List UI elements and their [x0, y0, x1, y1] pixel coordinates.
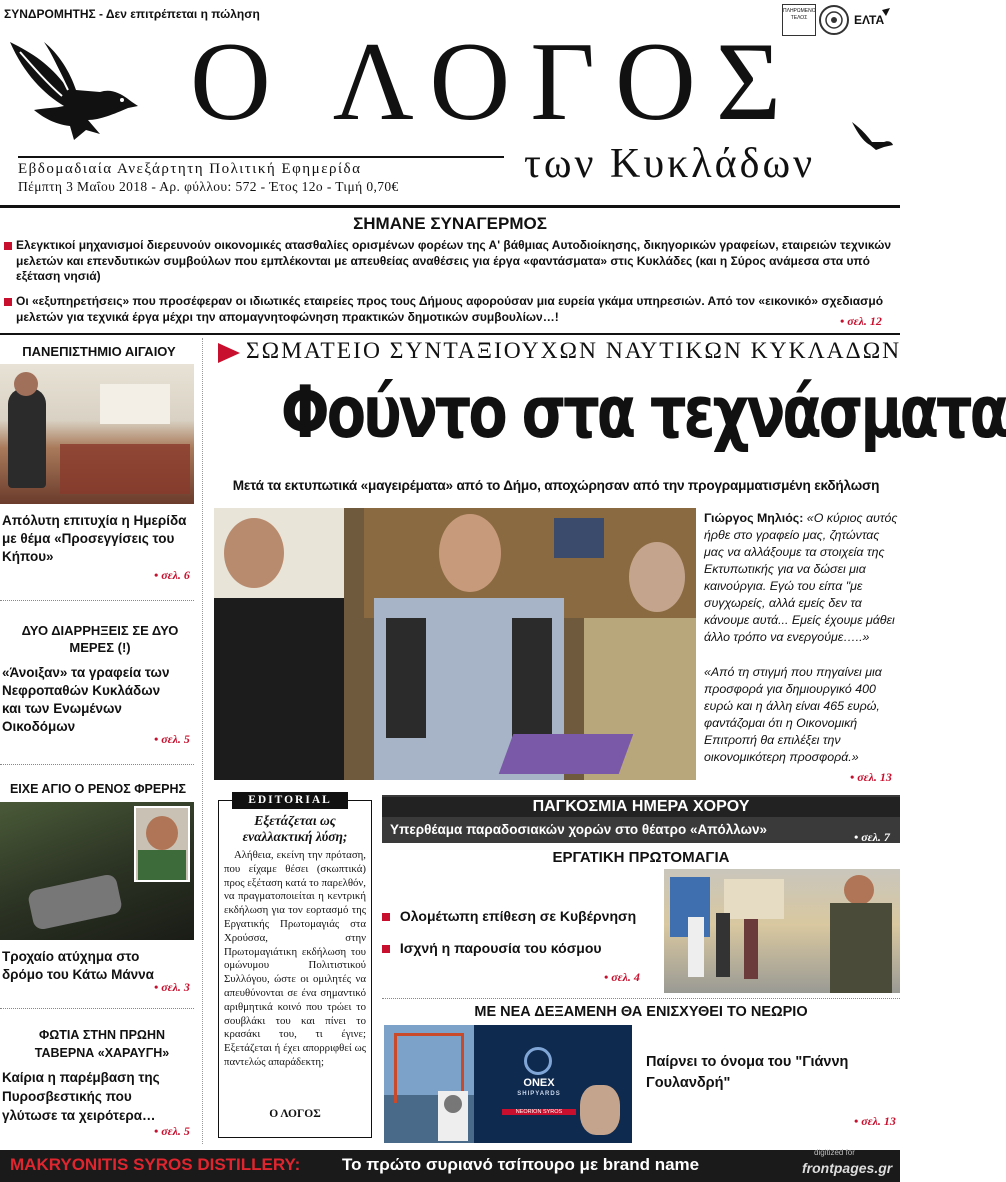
column-separator	[202, 338, 203, 1144]
fire-page-ref[interactable]: • σελ. 5	[154, 1124, 190, 1138]
burglary-header: ΔΥΟ ΔΙΑΡΡΗΞΕΙΣ ΣΕ ΔΥΟ ΜΕΡΕΣ (!)	[21, 623, 179, 655]
accident-text: Τροχαίο ατύχημα στο δρόμο του Κάτω Μάννα	[2, 949, 154, 982]
alarm-rule	[0, 333, 900, 335]
masthead-title: Ο ΛΟΓΟΣ	[190, 20, 802, 144]
fire-text: Καίρια η παρέμβαση της Πυροσβεστικής που γλύτωσε τα χειρότερα…	[2, 1070, 160, 1123]
masthead-rule	[0, 205, 900, 208]
postage-badge-label: ΠΛΗΡΩΜΕΝΟ ΤΕΛΟΣ	[783, 8, 816, 21]
dove-logo-icon	[4, 34, 140, 142]
mayday-page-ref[interactable]: • σελ. 4	[604, 970, 640, 984]
fire-header: ΦΩΤΙΑ ΣΤΗΝ ΠΡΩΗΝ ΤΑΒΕΡΝΑ «ΧΑΡΑΥΓΗ»	[34, 1028, 170, 1060]
lead-quote-1-text: «Ο κύριος αυτός ήρθε στο γραφείο μας, ζητώντας μας να αλλάξουμε τα στοιχεία της Εκτυπωτικής για να δώσει μια καινούργια. Εγώ του είπα "με συγχωρείς, αλλά εμείς δεν τα κάνουμε αυτά... Εμείς έχουμε μάθει άλλο τρόπο να ενεργούμε…..»	[704, 511, 898, 644]
footer-brand: MAKRYONITIS SYROS DISTILLERY:	[10, 1155, 301, 1174]
mayday-item-1-text: Ολομέτωπη επίθεση σε Κυβέρνηση	[399, 908, 637, 924]
alarm-item-2	[4, 294, 894, 325]
masthead-subtitle: των Κυκλάδων	[524, 141, 816, 187]
accident-header: ΕΙΧΕ ΑΓΙΟ Ο ΡΕΝΟΣ ΦΡΕΡΗΣ	[9, 782, 187, 796]
burglary-text: «Άνοιξαν» τα γραφεία των Νεφροπαθών Κυκλάδων και των Ενωμένων Οικοδόμων	[2, 665, 170, 734]
watermark[interactable]: frontpages.gr	[802, 1160, 893, 1176]
lead-kicker: ΣΩΜΑΤΕΙΟ ΣΥΝΤΑΞΙΟΥΧΩΝ ΝΑΥΤΙΚΩΝ ΚΥΚΛΑΔΩΝ	[246, 338, 902, 364]
neorio-text: Παίρνει το όνομα του "Γιάννη Γουλανδρή"	[646, 1054, 849, 1091]
neorio-shipyards-sign: SHIPYARDS	[517, 1091, 561, 1097]
alarm-bullet-icon	[4, 298, 12, 306]
editorial-signature: Ο ΛΟΓΟΣ	[269, 1108, 321, 1120]
subscriber-note: ΣΥΝΔΡΟΜΗΤΗΣ - Δεν επιτρέπεται η πώληση	[4, 7, 260, 21]
burglary-page-ref[interactable]: • σελ. 5	[154, 732, 190, 746]
lead-photo	[214, 508, 696, 780]
alarm-title: ΣΗΜΑΝΕ ΣΥΝΑΓΕΡΜΟΣ	[353, 214, 547, 233]
issue-line: Πέμπτη 3 Μαΐου 2018 - Αρ. φύλλου: 572 - Έτος 12ο - Τιμή 0,70€	[18, 179, 399, 194]
footer-text: Το πρώτο συριανό τσίπουρο με brand name	[342, 1155, 700, 1174]
mayday-item-2	[382, 940, 602, 956]
editorial-body: Αλήθεια, εκείνη την πρόταση, που είχαμε θέσει (σκωπτικά) προς εξέταση κατά το παρελθόν, να πραγματοποιείται η κεντρική εκδήλωση για τον εορτασμό της Εργατικής Πρωτομαγιάς στα Χρούσσα, στην Πρωτομαγιάτικη εκδήλωση του ομώνυμου Πολιτιστικού Συλλόγου, ώστε οι ομιλητές να απευθύνονται σε ένα σημαντικό αριθμητικά κοινό που τρώει το σουβλάκι του και πίνει το κρασάκι του, τι έγινε; Εξετάζεται ή έχει απορριφθεί ως παντελώς απαράδεκτη;	[224, 849, 366, 1068]
dance-title: ΠΑΓΚΟΣΜΙΑ ΗΜΕΡΑ ΧΟΡΟΥ	[382, 797, 900, 817]
watermark-small: digitized for	[814, 1148, 855, 1157]
small-dove-icon	[850, 118, 894, 152]
masthead-tagline: Εβδομαδιαία Ανεξάρτητη Πολιτική Εφημερίδα	[18, 156, 504, 178]
neorio-neorion-sign: NEORION SYROS	[502, 1109, 576, 1115]
aegean-header: ΠΑΝΕΠΙΣΤΗΜΙΟ ΑΙΓΑΙΟΥ	[22, 344, 176, 359]
lead-deck: Μετά τα εκτυπωτικά «μαγειρέματα» από το Δήμο, αποχώρησαν από την προγραμματισμένη εκδήλωση	[232, 478, 880, 493]
mayday-title: ΕΡΓΑΤΙΚΗ ΠΡΩΤΟΜΑΓΙΑ	[552, 849, 730, 866]
dance-text: Υπερθέαμα παραδοσιακών χορών στο θέατρο «Απόλλων»	[390, 822, 768, 837]
neorio-page-ref[interactable]: • σελ. 13	[854, 1114, 896, 1128]
lead-page-ref[interactable]: • σελ. 13	[850, 770, 892, 784]
left-divider	[0, 764, 194, 765]
mayday-item-2-text: Ισχνή η παρουσία του κόσμου	[399, 940, 602, 956]
mayday-bullet-icon	[382, 945, 390, 953]
left-divider	[0, 600, 194, 601]
elta-logo-icon	[852, 6, 892, 34]
editorial-label: EDITORIAL	[232, 792, 348, 809]
accident-photo	[0, 802, 194, 940]
mayday-bullet-icon	[382, 913, 390, 921]
alarm-bullet-icon	[4, 242, 12, 250]
aegean-text: Απόλυτη επιτυχία η Ημερίδα με θέμα «Προσεγγίσεις του Κήπου»	[2, 513, 187, 564]
aegean-page-ref[interactable]: • σελ. 6	[154, 568, 190, 582]
neorio-onex-sign: ONEX	[523, 1077, 555, 1089]
mayday-item-1	[382, 908, 636, 924]
dance-page-ref[interactable]: • σελ. 7	[854, 830, 890, 844]
lead-quote-1	[704, 510, 900, 646]
aegean-photo	[0, 364, 194, 504]
lead-quote-name: Γιώργος Μηλιός:	[704, 511, 804, 525]
alarm-item-2-text: Οι «εξυπηρετήσεις» που προσέφεραν οι ιδιωτικές εταιρείες προς τους Δήμους αφορούσαν μια ευρεία γκάμα υπηρεσιών. Από τον «εικονικό» σχεδιασμό μελετών για τεχνικά έργα μέχρι την απομαγνητοφώνηση πρακτικών δημοτικών συμβουλίων…!	[16, 294, 884, 324]
kicker-arrow-icon	[218, 343, 240, 363]
svg-text:ΕΛΤΑ: ΕΛΤΑ	[854, 13, 885, 27]
alarm-page-ref[interactable]: • σελ. 12	[840, 314, 882, 328]
neorio-title: ΜΕ ΝΕΑ ΔΕΞΑΜΕΝΗ ΘΑ ΕΝΙΣΧΥΘΕΙ ΤΟ ΝΕΩΡΙΟ	[474, 1004, 808, 1020]
left-divider	[0, 1008, 194, 1009]
lead-headline: Φούντο στα τεχνάσματα	[280, 370, 1006, 454]
neorio-photo	[384, 1025, 632, 1143]
mayday-photo	[664, 869, 900, 993]
postage-badge	[782, 4, 816, 36]
accident-page-ref[interactable]: • σελ. 3	[154, 980, 190, 994]
seal-icon	[818, 4, 850, 36]
editorial-title: Εξετάζεται ως εναλλακτική λύση;	[242, 813, 348, 844]
right-divider	[382, 998, 900, 999]
lead-quote-2: «Από τη στιγμή που πηγαίνει μια προσφορά για δημιουργικό 400 ευρώ και η άλλη είναι 465 ευρώ, φαντάζομαι ότι η Οικονομική Επιτροπή θα επιλέξει την οικονομικότερη προσφορά.»	[704, 665, 882, 764]
alarm-item-1	[4, 238, 894, 285]
alarm-item-1-text: Ελεγκτικοί μηχανισμοί διερευνούν οικονομικές ατασθαλίες ορισμένων φορέων της Α' βάθμιας Αυτοδιοίκησης, δικηγορικών γραφείων, εταιρειών τεχνικών μελετών και επενδυτικών συμβούλων που εμπλέκονται με απευθείας αναθέσεις για έργα «φαντάσματα» στις Κυκλάδες (και η Σύρος ανάμεσα στα υπό εξέταση νησιά)	[16, 238, 892, 283]
